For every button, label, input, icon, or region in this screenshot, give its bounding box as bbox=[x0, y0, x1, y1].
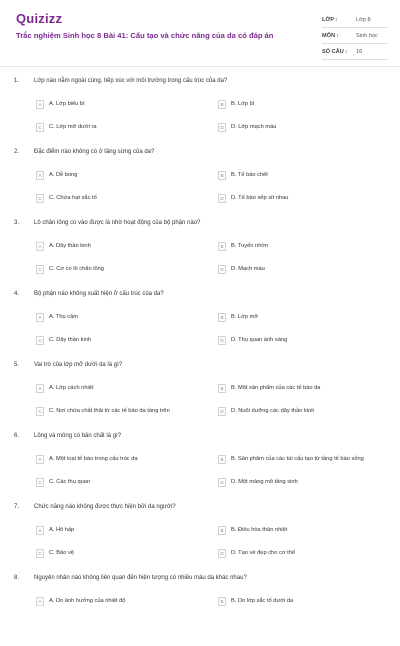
quizizz-logo[interactable]: Quizizz bbox=[16, 11, 63, 26]
answer-option-c[interactable] bbox=[36, 194, 196, 203]
question-text: Lớp nào nằm ngoài cùng, tiếp xúc với môi trường trong cấu trúc của da? bbox=[34, 78, 228, 84]
answer-option-d[interactable] bbox=[218, 336, 378, 345]
option-text: C. Nơi chứa chất thải từ các tế bào da tầng trên bbox=[49, 407, 170, 414]
question-text: Nguyên nhân nào không liên quan đến hiện tượng có nhiều màu da khác nhau? bbox=[34, 575, 247, 581]
option-letter-badge: A bbox=[36, 242, 44, 251]
question-text: Chức năng nào không được thực hiện bởi da người? bbox=[34, 504, 176, 510]
option-letter-badge: D bbox=[218, 265, 226, 274]
option-text: A. Dễ bong bbox=[49, 171, 78, 178]
meta-value: Sinh học bbox=[356, 32, 378, 39]
question-number: 4. bbox=[14, 291, 20, 297]
question-header bbox=[14, 291, 384, 297]
question-header bbox=[14, 78, 384, 84]
answer-option-c[interactable] bbox=[36, 478, 196, 487]
option-text: D. Thụ quan ánh sáng bbox=[231, 336, 288, 343]
meta-value: 16 bbox=[356, 48, 363, 55]
answer-option-d[interactable] bbox=[218, 407, 378, 416]
option-letter-badge: B bbox=[218, 384, 226, 393]
option-text: A. Một loại tế bào trong cấu trúc da bbox=[49, 455, 138, 462]
option-letter-badge: C bbox=[36, 407, 44, 416]
question-text: Đặc điểm nào không có ở tầng sừng của da? bbox=[34, 149, 155, 155]
answer-option-b[interactable] bbox=[218, 455, 378, 464]
meta-label: SỐ CÂU : bbox=[322, 48, 348, 55]
question-number: 3. bbox=[14, 220, 20, 226]
answer-option-b[interactable] bbox=[218, 100, 378, 109]
answer-option-d[interactable] bbox=[218, 478, 378, 487]
question-header bbox=[14, 220, 384, 226]
answer-option-a[interactable] bbox=[36, 597, 196, 606]
answer-option-a[interactable] bbox=[36, 384, 196, 393]
question-text: Lông và móng có bản chất là gì? bbox=[34, 433, 122, 439]
option-text: A. Dây thần kinh bbox=[49, 242, 91, 249]
option-text: B. Tế bào chết bbox=[231, 171, 268, 178]
answer-option-c[interactable] bbox=[36, 336, 196, 345]
question-text: Lô chân lông co vào được là nhờ hoạt động của bộ phận nào? bbox=[34, 220, 201, 226]
option-letter-badge: A bbox=[36, 100, 44, 109]
answer-option-d[interactable] bbox=[218, 123, 378, 132]
option-text: A. Thụ cảm bbox=[49, 313, 78, 320]
meta-label: LỚP : bbox=[322, 16, 338, 23]
question-header bbox=[14, 149, 384, 155]
option-letter-badge: C bbox=[36, 194, 44, 203]
question-text: Bộ phận nào không xuất hiện ở cấu trúc của da? bbox=[34, 291, 164, 297]
option-text: B. Lớp bì bbox=[231, 100, 255, 107]
option-letter-badge: D bbox=[218, 549, 226, 558]
option-letter-badge: C bbox=[36, 265, 44, 274]
quiz-title: Trắc nghiệm Sinh học 8 Bài 41: Cấu tạo và chức năng của da có đáp án bbox=[16, 31, 274, 40]
option-text: C. Các thụ quan bbox=[49, 478, 91, 485]
option-text: D. Mạch máu bbox=[231, 265, 265, 272]
option-letter-badge: D bbox=[218, 123, 226, 132]
answer-option-b[interactable] bbox=[218, 242, 378, 251]
option-letter-badge: C bbox=[36, 123, 44, 132]
answer-option-b[interactable] bbox=[218, 171, 378, 180]
meta-value: Lớp 8 bbox=[356, 16, 371, 23]
question-item bbox=[0, 433, 400, 504]
option-letter-badge: A bbox=[36, 171, 44, 180]
question-item bbox=[0, 220, 400, 291]
option-letter-badge: B bbox=[218, 242, 226, 251]
question-list bbox=[0, 78, 400, 646]
meta-row-class bbox=[322, 12, 388, 28]
option-text: B. Lớp mỡ bbox=[231, 313, 259, 320]
answer-option-d[interactable] bbox=[218, 549, 378, 558]
option-letter-badge: D bbox=[218, 478, 226, 487]
option-text: B. Một sản phẩm của các tế bào da bbox=[231, 384, 321, 391]
answer-option-c[interactable] bbox=[36, 407, 196, 416]
option-text: A. Lớp biểu bì bbox=[49, 100, 85, 107]
question-item bbox=[0, 504, 400, 575]
option-text: A. Lớp cách nhiệt bbox=[49, 384, 94, 391]
option-letter-badge: C bbox=[36, 549, 44, 558]
option-letter-badge: B bbox=[218, 455, 226, 464]
answer-option-c[interactable] bbox=[36, 549, 196, 558]
option-letter-badge: B bbox=[218, 597, 226, 606]
option-letter-badge: A bbox=[36, 313, 44, 322]
question-header bbox=[14, 504, 384, 510]
answer-option-a[interactable] bbox=[36, 313, 196, 322]
answer-option-a[interactable] bbox=[36, 242, 196, 251]
option-letter-badge: C bbox=[36, 336, 44, 345]
answer-option-d[interactable] bbox=[218, 194, 378, 203]
option-letter-badge: A bbox=[36, 597, 44, 606]
question-item bbox=[0, 362, 400, 433]
header-divider bbox=[0, 66, 400, 67]
question-number: 1. bbox=[14, 78, 20, 84]
option-text: C. Cơ co lô chân lông bbox=[49, 265, 104, 272]
option-text: D. Một mảng mô tầng sinh bbox=[231, 478, 298, 485]
question-number: 7. bbox=[14, 504, 20, 510]
option-text: C. Lớp mỡ dưới ra bbox=[49, 123, 97, 130]
answer-option-c[interactable] bbox=[36, 123, 196, 132]
question-header bbox=[14, 433, 384, 439]
question-header bbox=[14, 362, 384, 368]
quiz-meta-table bbox=[322, 12, 388, 60]
answer-option-b[interactable] bbox=[218, 313, 378, 322]
option-text: B. Tuyến nhờn bbox=[231, 242, 269, 249]
option-text: D. Lớp mạch máu bbox=[231, 123, 277, 130]
option-text: A. Do ảnh hưởng của nhiệt độ bbox=[49, 597, 126, 604]
option-text: D. Nuôi dưỡng các dây thần kinh bbox=[231, 407, 315, 414]
question-number: 5. bbox=[14, 362, 20, 368]
option-text: B. Do lớp sắc tố dưới da bbox=[231, 597, 294, 604]
option-text: D. Tạo vẻ đẹp cho cơ thể bbox=[231, 549, 296, 556]
question-number: 2. bbox=[14, 149, 20, 155]
answer-option-b[interactable] bbox=[218, 526, 378, 535]
option-text: D. Tế bào xếp sít nhau bbox=[231, 194, 289, 201]
answer-option-b[interactable] bbox=[218, 384, 378, 393]
option-letter-badge: B bbox=[218, 526, 226, 535]
question-item bbox=[0, 149, 400, 220]
answer-option-b[interactable] bbox=[218, 597, 378, 606]
option-letter-badge: A bbox=[36, 526, 44, 535]
option-text: C. Bảo vệ bbox=[49, 549, 74, 556]
option-letter-badge: C bbox=[36, 478, 44, 487]
option-letter-badge: A bbox=[36, 384, 44, 393]
answer-option-a[interactable] bbox=[36, 171, 196, 180]
answer-option-c[interactable] bbox=[36, 265, 196, 274]
question-text: Vai trò của lớp mỡ dưới da là gì? bbox=[34, 362, 123, 368]
option-text: B. Điều hòa thân nhiệt bbox=[231, 526, 288, 533]
question-number: 6. bbox=[14, 433, 20, 439]
option-letter-badge: D bbox=[218, 407, 226, 416]
worksheet-header bbox=[0, 0, 400, 64]
option-text: B. Sản phẩm của các túi cấu tạo từ tầng tế bào sống bbox=[231, 455, 364, 462]
option-letter-badge: B bbox=[218, 100, 226, 109]
meta-row-count bbox=[322, 44, 388, 60]
answer-option-a[interactable] bbox=[36, 100, 196, 109]
question-header bbox=[14, 575, 384, 581]
question-number: 8. bbox=[14, 575, 20, 581]
option-letter-badge: A bbox=[36, 455, 44, 464]
option-text: A. Hô hấp bbox=[49, 526, 75, 533]
question-item bbox=[0, 575, 400, 646]
option-letter-badge: D bbox=[218, 194, 226, 203]
option-letter-badge: D bbox=[218, 336, 226, 345]
option-text: C. Chứa hạt sắc tố bbox=[49, 194, 97, 201]
answer-option-d[interactable] bbox=[218, 265, 378, 274]
option-letter-badge: B bbox=[218, 313, 226, 322]
question-item bbox=[0, 78, 400, 149]
option-letter-badge: B bbox=[218, 171, 226, 180]
answer-option-a[interactable] bbox=[36, 526, 196, 535]
question-item bbox=[0, 291, 400, 362]
option-text: C. Dây thần kinh bbox=[49, 336, 92, 343]
meta-label: MÔN : bbox=[322, 32, 339, 39]
meta-row-subject bbox=[322, 28, 388, 44]
answer-option-a[interactable] bbox=[36, 455, 196, 464]
